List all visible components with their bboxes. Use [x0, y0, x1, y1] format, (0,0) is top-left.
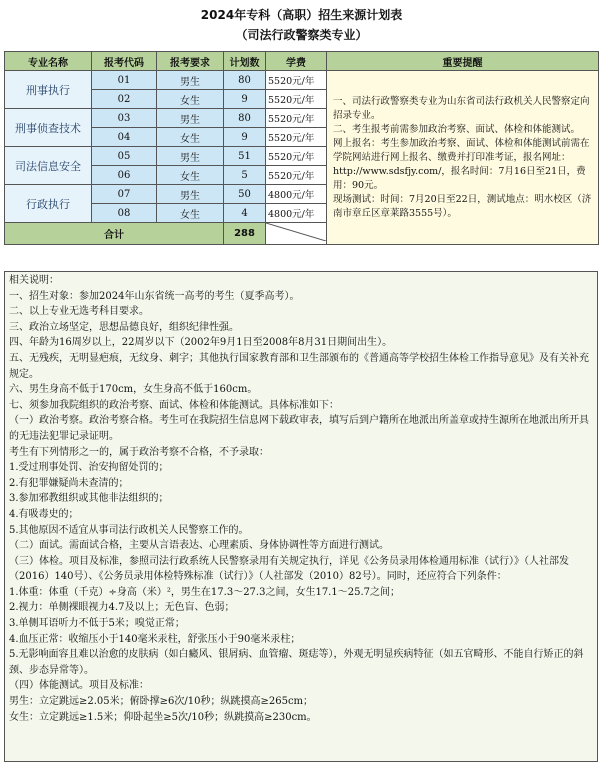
code-cell: 04: [92, 128, 157, 147]
note-line: 2.有犯罪嫌疑尚未查清的；: [9, 477, 129, 489]
note-line: 1.体重：体重（千克）÷身高（米）²，男生在17.3～27.3之间，女生17.1～25.7之间；: [9, 586, 400, 598]
note-line: 二、以上专业无选考科目要求。: [9, 306, 149, 318]
note-line: 3.参加邪教组织或其他非法组织的；: [9, 493, 169, 505]
code-cell: 01: [92, 71, 157, 90]
total-value: 288: [224, 223, 266, 245]
fee-cell: 5520元/年: [266, 90, 327, 109]
plan-cell: 9: [224, 90, 266, 109]
note-line: 一、招生对象：参加2024年山东省统一高考的考生（夏季高考）。: [9, 290, 300, 302]
plan-cell: 80: [224, 109, 266, 128]
note-line: 四、年龄为16周岁以上，22周岁以下（2002年9月1日至2008年8月31日期间出生）。: [9, 337, 393, 349]
plan-cell: 9: [224, 128, 266, 147]
table-header-row: [5, 52, 599, 71]
header-requirement: 报考要求: [157, 52, 224, 71]
major-name: 刑事执行: [5, 71, 92, 109]
note-line: （三）体检。项目及标准，参照司法行政系统人民警察录用有关规定执行，详见《公务员录用体检通用标准（试行）》（人社部发（2016）140号）、《公务员录用体检特殊标准（试行）》（人社部发（2010）82号）。同时，还应符合下列条件：: [9, 555, 569, 583]
major-name: 行政执行: [5, 185, 92, 223]
note-line: 考生有下列情形之一的，属于政治考察不合格，不予录取：: [9, 446, 269, 458]
fee-cell: 5520元/年: [266, 147, 327, 166]
total-blank-cell: [266, 223, 327, 245]
note-line: 五、无残疾，无明显疤痕，无纹身、刺字；其他执行国家教育部和卫生部颁布的《普通高等学校招生体检工作指导意见》及有关补充规定。: [9, 352, 589, 380]
tip-item: 网上报名：考生参加政治考察、面试、体检和体能测试前需在学院网站进行网上报名、缴费并打印准考证，报名网址：http://www.sdsfjy.com/，报名时间：7月16日至21日，费用：90元。: [333, 138, 590, 191]
requirement-cell: 男生: [157, 185, 224, 204]
note-line: 三、政治立场坚定，思想品德良好，组织纪律性强。: [9, 321, 239, 333]
diagonal-line: [266, 223, 326, 241]
fee-cell: 4800元/年: [266, 204, 327, 223]
header-fee: 学费: [266, 52, 327, 71]
note-line: 女生：立定跳远≥1.5米；仰卧起坐≥5次/10秒；纵跳摸高≥230cm。: [9, 711, 317, 723]
note-line: 六、男生身高不低于170cm，女生身高不低于160cm。: [9, 384, 258, 396]
note-line: （一）政治考察。政治考察合格。考生可在我院招生信息网下载政审表，填写后到户籍所在地派出所盖章或持生源所在地派出所开具的无违法犯罪记录证明。: [9, 415, 589, 442]
tip-item: 二、考生报考前需参加政治考察、面试、体检和体能测试。: [333, 124, 581, 135]
note-line: 4.血压正常：收缩压小于140毫米汞柱，舒张压小于90毫米汞柱；: [9, 633, 301, 645]
code-cell: 05: [92, 147, 157, 166]
header-plan: 计划数: [224, 52, 266, 71]
table-row: [5, 71, 599, 90]
code-cell: 08: [92, 204, 157, 223]
plan-cell: 5: [224, 166, 266, 185]
code-cell: 06: [92, 166, 157, 185]
plan-cell: 51: [224, 147, 266, 166]
requirement-cell: 女生: [157, 90, 224, 109]
note-line: 3.单侧耳语听力不低于5米；嗅觉正常；: [9, 618, 185, 630]
major-name: 司法信息安全: [5, 147, 92, 185]
requirement-cell: 男生: [157, 109, 224, 128]
fee-cell: 5520元/年: [266, 71, 327, 90]
fee-cell: 4800元/年: [266, 185, 327, 204]
document-subtitle: （司法行政警察类专业）: [235, 28, 368, 42]
note-line: 4.有吸毒史的；: [9, 508, 79, 520]
fee-cell: 5520元/年: [266, 166, 327, 185]
note-line: 男生：立定跳远≥2.05米；俯卧撑≥6次/10秒；纵跳摸高≥265cm；: [9, 696, 314, 708]
note-line: 1.受过刑事处罚、治安拘留处罚的；: [9, 462, 169, 474]
requirement-cell: 男生: [157, 71, 224, 90]
code-cell: 03: [92, 109, 157, 128]
note-line: 2.视力：单侧裸眼视力4.7及以上；无色盲、色弱；: [9, 602, 235, 614]
header-tips: 重要提醒: [327, 52, 599, 71]
requirement-cell: 男生: [157, 147, 224, 166]
header-code: 报考代码: [92, 52, 157, 71]
note-line: （四）体能测试。项目及标准：: [9, 680, 149, 692]
code-cell: 02: [92, 90, 157, 109]
note-line: 七、须参加我院组织的政治考察、面试、体检和体能测试。具体标准如下：: [9, 399, 339, 411]
document-title: 2024年专科（高职）招生来源计划表: [200, 8, 403, 22]
total-label: 合计: [5, 223, 224, 245]
note-line: 5.其他原因不适宜从事司法行政机关人民警察工作的。: [9, 524, 249, 536]
note-line: 相关说明：: [9, 275, 59, 286]
requirement-cell: 女生: [157, 128, 224, 147]
note-line: 5.无影响面容且难以治愈的皮肤病（如白癜风、银屑病、血管瘤、斑痣等），外观无明显疾病特征（如五官畸形、不能自行矫正的斜颈、步态异常等）。: [9, 649, 584, 676]
note-line: （二）面试。需面试合格，主要从言语表达、心理素质、身体协调性等方面进行测试。: [9, 540, 389, 552]
plan-cell: 4: [224, 204, 266, 223]
code-cell: 07: [92, 185, 157, 204]
important-tips: [327, 71, 599, 245]
tip-item: 一、司法行政警察类专业为山东省司法行政机关人民警察定向招录专业。: [333, 96, 590, 121]
fee-cell: 5520元/年: [266, 128, 327, 147]
plan-cell: 80: [224, 71, 266, 90]
requirement-cell: 女生: [157, 166, 224, 185]
major-name: 刑事侦查技术: [5, 109, 92, 147]
plan-table: [4, 51, 599, 245]
plan-cell: 50: [224, 185, 266, 204]
notes-section: [4, 271, 598, 762]
header-major: 专业名称: [5, 52, 92, 71]
fee-cell: 5520元/年: [266, 109, 327, 128]
requirement-cell: 女生: [157, 204, 224, 223]
tip-item: 现场测试：时间：7月20日至22日，测试地点：明水校区（济南市章丘区章莱路3555号）。: [333, 194, 592, 219]
